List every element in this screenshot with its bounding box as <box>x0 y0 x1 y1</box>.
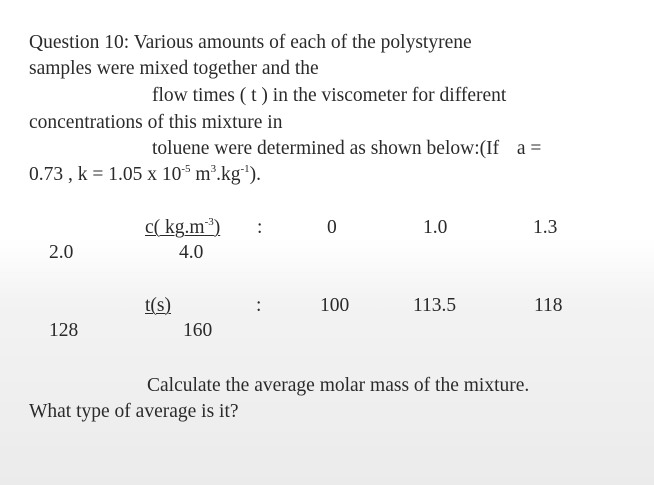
question-line-3: flow times ( t ) in the viscometer for different <box>152 85 507 106</box>
t-value-1: 113.5 <box>413 295 457 316</box>
question-line-6 <box>29 165 261 185</box>
footer-line-2: What type of average is it? <box>29 401 239 422</box>
question-line-4: concentrations of this mixture in <box>29 112 283 133</box>
c-value-4: 4.0 <box>179 242 204 263</box>
c-label-close: ) <box>213 217 221 238</box>
c-value-3: 2.0 <box>49 242 74 263</box>
t-value-4: 160 <box>183 320 213 341</box>
c-label <box>145 218 220 238</box>
t-value-2: 118 <box>534 295 563 316</box>
c-colon: : <box>257 217 263 238</box>
unit-m: m <box>190 164 211 185</box>
c-value-1: 1.0 <box>423 217 448 238</box>
line-6-end: ). <box>249 164 262 185</box>
question-line-5-prefix: toluene were determined as shown below:(If <box>152 138 500 159</box>
unit-kg-exponent: -1 <box>240 163 250 175</box>
power-exponent: -5 <box>181 163 191 175</box>
constant-k-text: 0.73 , k = 1.05 x 10 <box>29 164 182 185</box>
unit-m-exponent: 3 <box>210 163 217 175</box>
c-value-2: 1.3 <box>533 217 558 238</box>
unit-kg: .kg <box>216 164 241 185</box>
t-value-3: 128 <box>49 320 79 341</box>
c-label-main: c( kg.m <box>145 217 205 238</box>
t-label: t(s) <box>145 295 171 316</box>
t-colon: : <box>256 295 262 316</box>
footer-line-1: Calculate the average molar mass of the mixture. <box>147 375 530 396</box>
question-line-2: samples were mixed together and the <box>29 58 319 79</box>
c-label-text <box>145 217 220 238</box>
c-label-exponent: -3 <box>204 216 214 228</box>
question-line-5-suffix: a = <box>516 138 542 159</box>
c-value-0: 0 <box>327 217 337 238</box>
t-value-0: 100 <box>320 295 350 316</box>
question-line-5 <box>152 139 541 159</box>
question-line-1: Question 10: Various amounts of each of the polystyrene <box>29 32 472 53</box>
